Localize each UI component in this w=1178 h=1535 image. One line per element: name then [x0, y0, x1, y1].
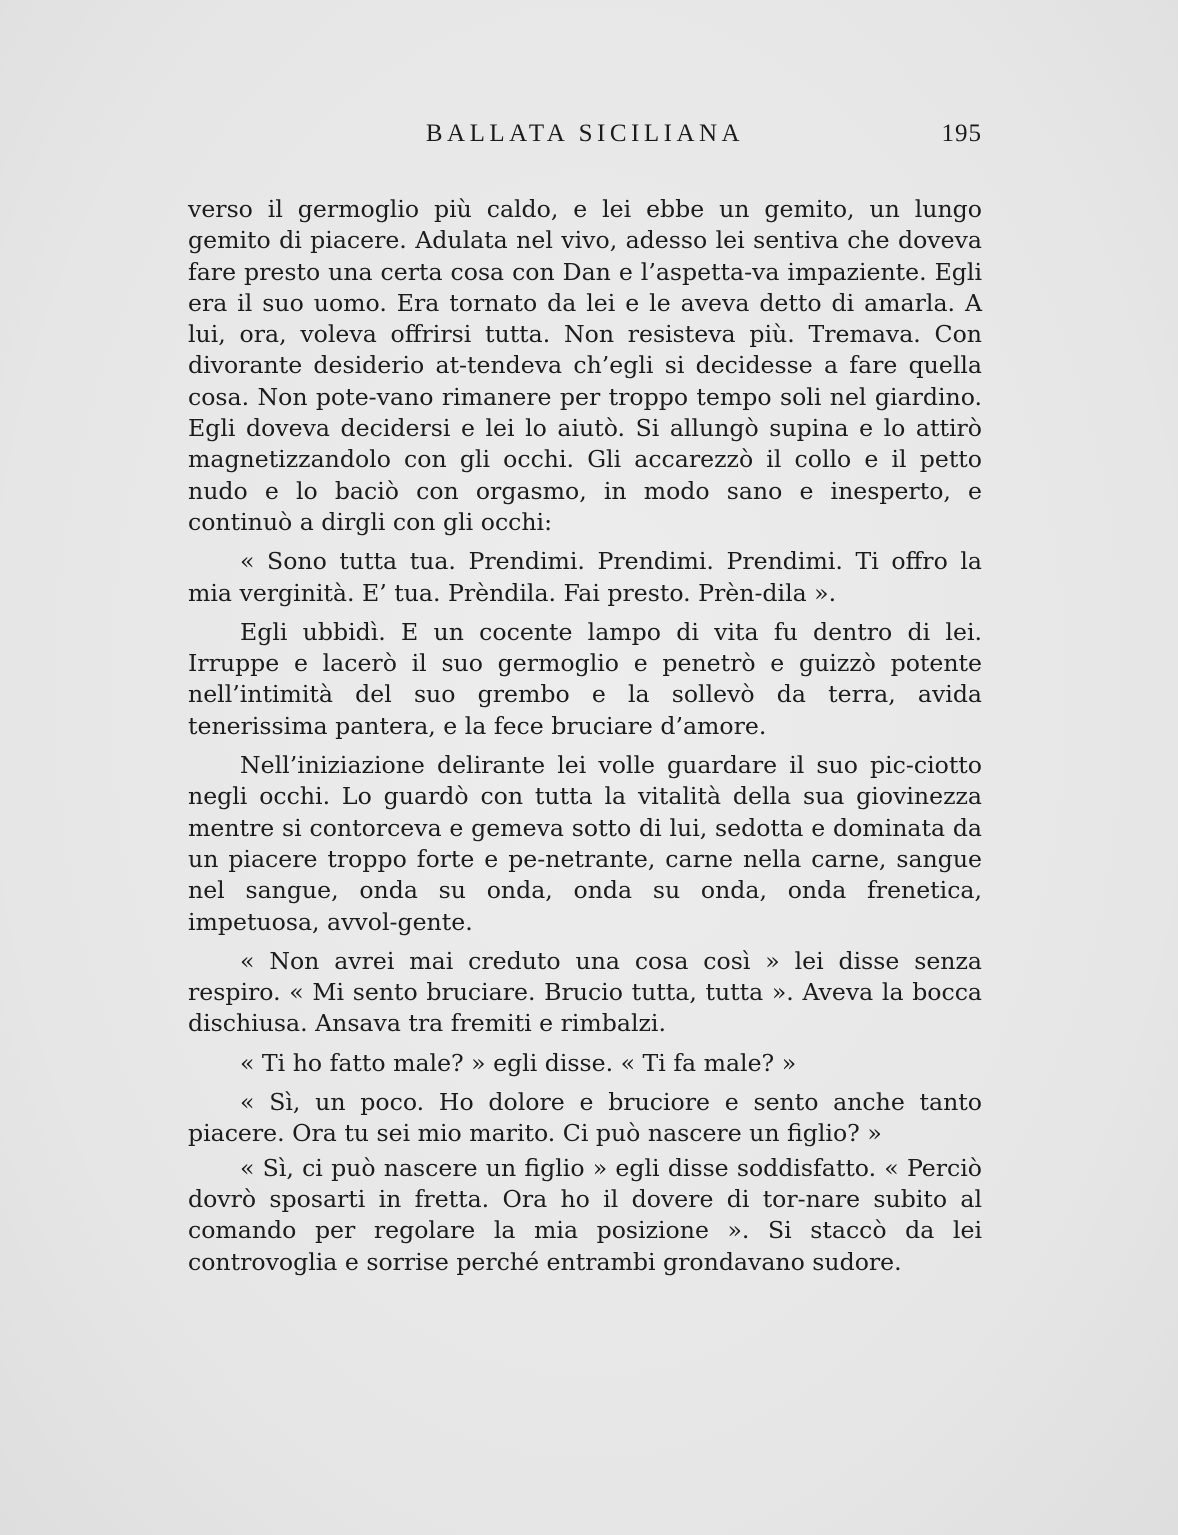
- paragraph: Egli ubbidì. E un cocente lampo di vita fu dentro di lei. Irruppe e lacerò il suo germoglio e penetrò e guizzò potente nell’intimità del suo grembo e la sollevò da terra, avida tenerissima pantera, e la fece bruciare d’amore.: [188, 617, 982, 740]
- page-number: 195: [941, 120, 982, 147]
- body-text: [188, 194, 982, 1278]
- paragraph: verso il germoglio più caldo, e lei ebbe un gemito, un lungo gemito di piacere. Adulata nel vivo, adesso lei sentiva che doveva fare presto una certa cosa con Dan e l’aspetta-va impaziente. Egli era il suo uomo. Era tornato da lei e le aveva detto di amarla. A lui, ora, voleva offrirsi tutta. Non resisteva più. Tremava. Con divorante desiderio at-tendeva ch’egli si decidesse a fare quella cosa. Non pote-vano rimanere per troppo tempo soli nel giardino. Egli doveva decidersi e lei lo aiutò. Si allungò supina e lo attirò magnetizzandolo con gli occhi. Gli accarezzò il collo e il petto nudo e lo baciò con orgasmo, in modo sano e inesperto, e continuò a dirgli con gli occhi:: [188, 195, 982, 536]
- paragraph: « Sono tutta tua. Prendimi. Prendimi. Prendimi. Ti offro la mia verginità. E’ tua. Prèndila. Fai presto. Prèn-dila ».: [188, 547, 982, 607]
- paragraph: Nell’iniziazione delirante lei volle guardare il suo pic-ciotto negli occhi. Lo guardò con tutta la vitalità della sua giovinezza mentre si contorceva e gemeva sotto di lui, sedotta e dominata da un piacere troppo forte e pe-netrante, carne nella carne, sangue nel sangue, onda su onda, onda su onda, onda frenetica, impetuosa, avvol-gente.: [188, 751, 982, 936]
- paragraph: « Ti ho fatto male? » egli disse. « Ti fa male? »: [240, 1048, 797, 1077]
- paragraph: « Sì, un poco. Ho dolore e bruciore e sento anche tanto piacere. Ora tu sei mio marito. Ci può nascere un figlio? »: [188, 1088, 982, 1148]
- paragraph: « Non avrei mai creduto una cosa così » lei disse senza respiro. « Mi sento bruciare. Brucio tutta, tutta ». Aveva la bocca dischiusa. Ansava tra fremiti e rimbalzi.: [188, 946, 982, 1038]
- paragraph: « Sì, ci può nascere un figlio » egli disse soddisfatto. « Perciò dovrò sposarti in fretta. Ora ho il dovere di tor-nare subito al comando per regolare la mia posizione ». Si staccò da lei controvoglia e sorrise perché entrambi grondavano sudore.: [188, 1153, 982, 1276]
- page-header: [188, 118, 982, 154]
- running-title: BALLATA SICILIANA: [425, 120, 745, 147]
